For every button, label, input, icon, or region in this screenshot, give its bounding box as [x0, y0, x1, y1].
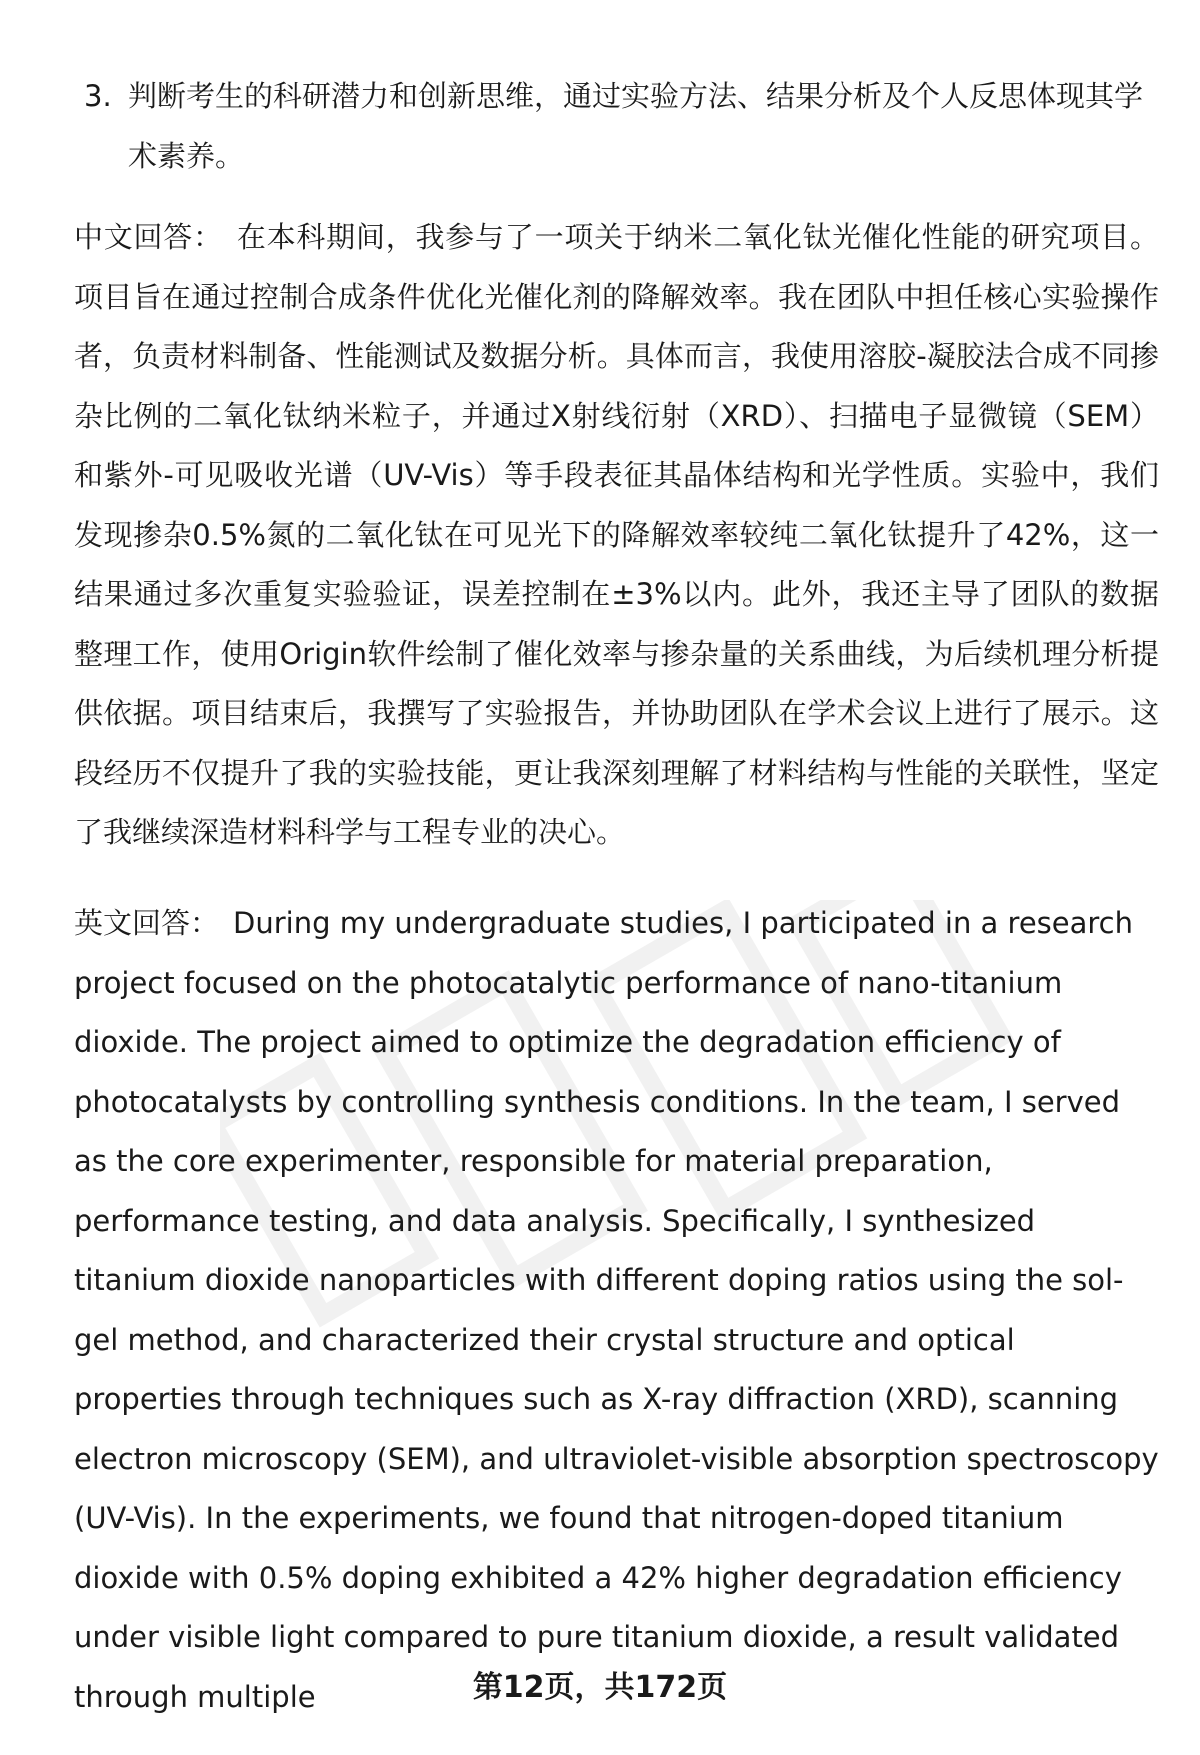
chinese-answer-paragraph — [74, 208, 1159, 863]
question-item — [84, 66, 1154, 186]
question-number: 3. — [84, 79, 112, 113]
english-answer-text: During my undergraduate studies, I participated in a research project focused on the photocatalytic performance of nano-titanium dioxide. The project aimed to optimize the degradation efficiency of photocatalysts by controlling synthesis conditions. In the team, I served as the core experimenter, responsible for material preparation, performance testing, and data analysis. Specifically, I synthesized titanium dioxide nanoparticles with different doping ratios using the sol-gel method, and characterized their crystal structure and optical properties through techniques such as X-ray diffraction (XRD), scanning electron microscopy (SEM), and ultraviolet-visible absorption spectroscopy (UV-Vis). In the experiments, we found that nitrogen-doped titanium dioxide with 0.5% doping exhibited a 42% higher degradation efficiency under visible light compared to pure titanium dioxide, a result validated through multiple — [74, 906, 1159, 1714]
question-text: 判断考生的科研潜力和创新思维，通过实验方法、结果分析及个人反思体现其学术素养。 — [128, 79, 1144, 173]
english-answer-label: 英文回答： — [74, 906, 220, 940]
english-answer-paragraph — [74, 894, 1159, 1727]
chinese-answer-text: 在本科期间，我参与了一项关于纳米二氧化钛光催化性能的研究项目。项目旨在通过控制合成条件优化光催化剂的降解效率。我在团队中担任核心实验操作者，负责材料制备、性能测试及数据分析。具体而言，我使用溶胶-凝胶法合成不同掺杂比例的二氧化钛纳米粒子，并通过X射线衍射（XRD）、扫描电子显微镜（SEM）和紫外-可见吸收光谱（UV-Vis）等手段表征其晶体结构和光学性质。实验中，我们发现掺杂0.5%氮的二氧化钛在可见光下的降解效率较纯二氧化钛提升了42%，这一结果通过多次重复实验验证，误差控制在±3%以内。此外，我还主导了团队的数据整理工作，使用Origin软件绘制了催化效率与掺杂量的关系曲线，为后续机理分析提供依据。项目结束后，我撰写了实验报告，并协助团队在学术会议上进行了展示。这段经历不仅提升了我的实验技能，更让我深刻理解了材料结构与性能的关联性，坚定了我继续深造材料科学与工程专业的决心。 — [74, 220, 1159, 849]
page-number-footer: 第12页，共172页 — [472, 1670, 728, 1705]
chinese-answer-label: 中文回答： — [74, 220, 223, 254]
